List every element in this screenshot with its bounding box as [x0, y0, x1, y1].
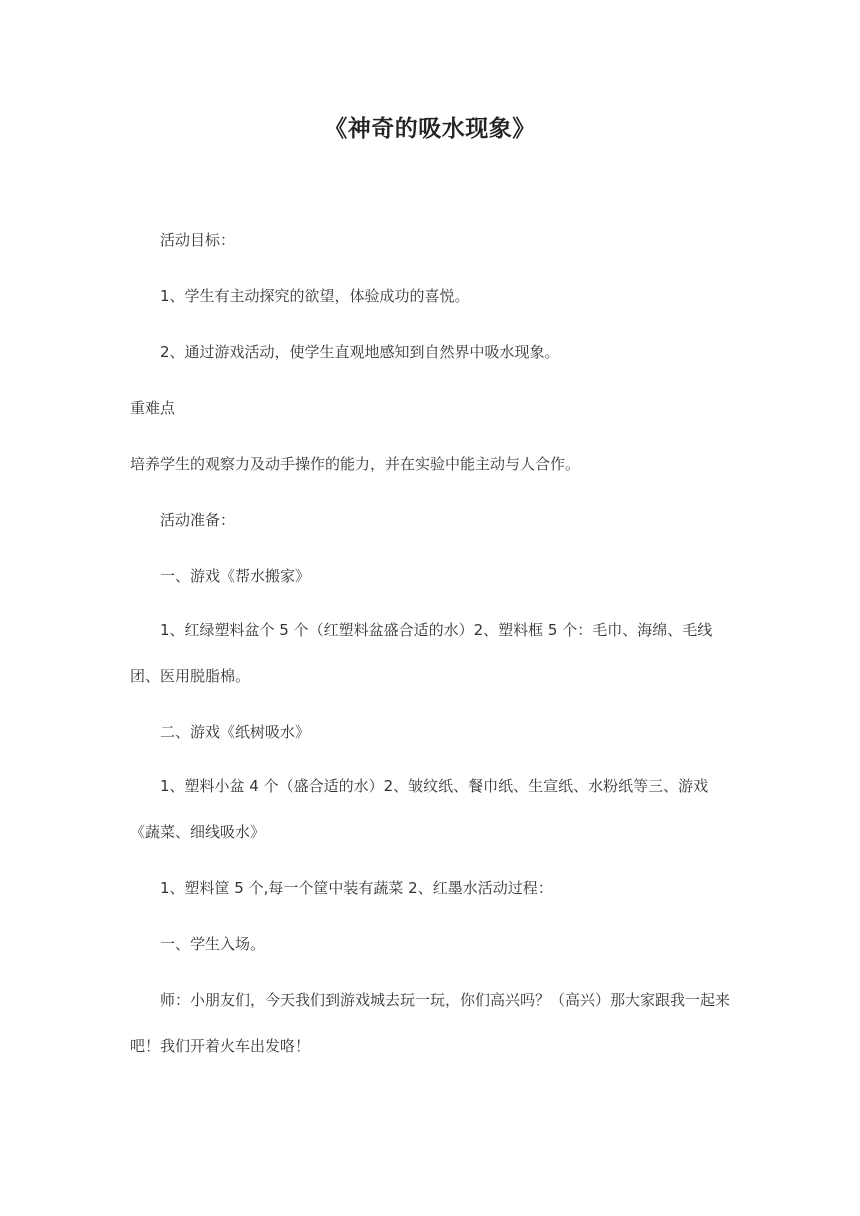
activity-goals-heading: 活动目标： — [160, 231, 236, 249]
game-1-heading: 一、游戏《帮水搬家》 — [160, 567, 311, 585]
game-1-materials: 1、红绿塑料盆个 5 个（红塑料盆盛合适的水）2、塑料框 5 个：毛巾、海绵、毛线团、医用脱脂棉。 — [130, 621, 713, 685]
key-points-heading: 重难点 — [130, 399, 176, 417]
goal-item-2: 2、通过游戏活动，使学生直观地感知到自然界中吸水现象。 — [160, 343, 560, 361]
preparation-heading: 活动准备： — [160, 511, 236, 529]
game-3-materials: 1、塑料筐 5 个,每一个筐中装有蔬菜 2、红墨水活动过程： — [160, 879, 553, 897]
document-title: 《神奇的吸水现象》 — [324, 116, 536, 142]
goal-item-1: 1、学生有主动探究的欲望，体验成功的喜悦。 — [160, 287, 470, 305]
game-2-materials: 1、塑料小盆 4 个（盛合适的水）2、皱纹纸、餐巾纸、生宣纸、水粉纸等三、游戏《蔬菜、细线吸水》 — [130, 777, 709, 841]
teacher-dialogue: 师：小朋友们，今天我们到游戏城去玩一玩，你们高兴吗？（高兴）那大家跟我一起来吧！我们开着火车出发咯！ — [130, 991, 731, 1055]
game-2-heading: 二、游戏《纸树吸水》 — [160, 723, 311, 741]
key-points-text: 培养学生的观察力及动手操作的能力，并在实验中能主动与人合作。 — [130, 455, 581, 473]
process-step-1: 一、学生入场。 — [160, 935, 266, 953]
